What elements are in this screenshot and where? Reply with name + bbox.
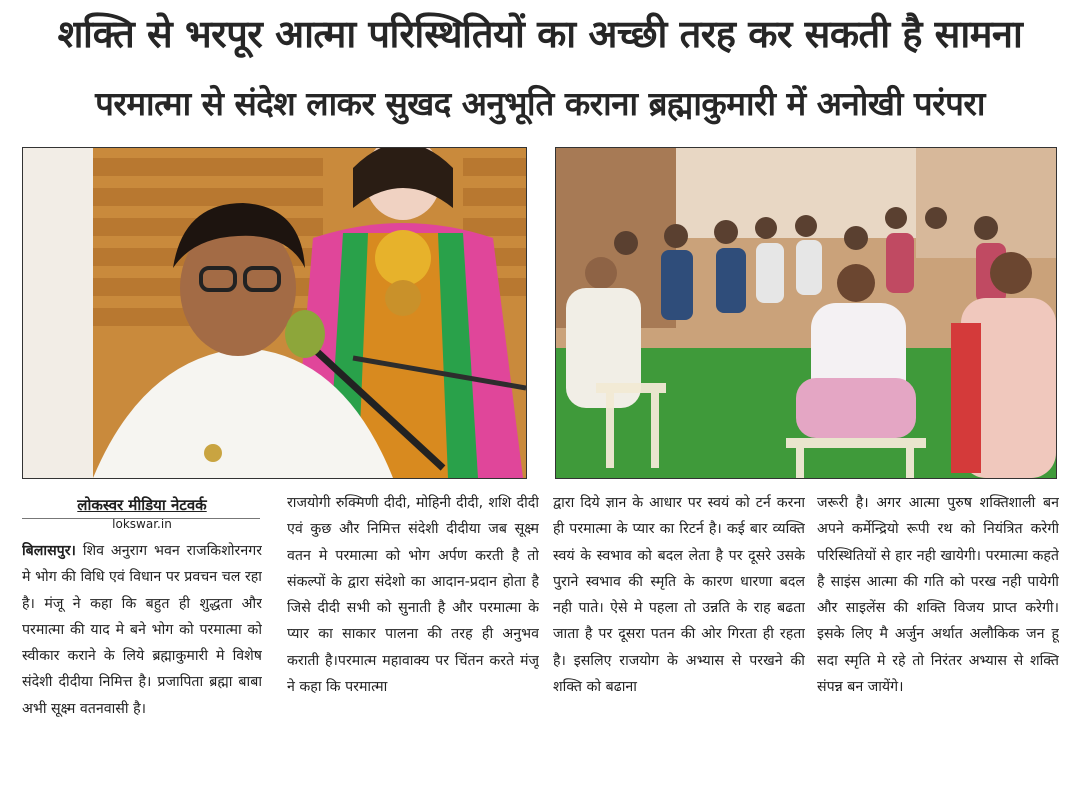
byline-agency: लोकस्वर मीडिया नेटवर्क [77,496,207,514]
main-headline: शक्ति से भरपूर आत्मा परिस्थितियों का अच्छी तरह कर सकती है सामना [57,12,1023,56]
article-column-4 [817,490,1059,700]
speaker-photo [22,147,527,479]
byline-site: lokswar.in [112,517,172,531]
article-text-1: शिव अनुराग भवन राजकिशोरनगर मे भोग की विधि एवं विधान पर प्रवचन चल रहा है। मंजू ने कहा कि बहुत ही शुद्धता और परमात्मा की याद मे बने भोग को परमात्मा को स्वीकार कराने के लिये ब्रह्माकुमारी मे विशेष संदेशी दीदीया निमित्त है। प्रजापिता ब्रह्मा बाबा अभी सूक्ष्म वतनवासी है। [22,543,262,717]
article-text-3: द्वारा दिये ज्ञान के आधार पर स्वयं को टर्न करना ही परमात्मा के प्यार का रिटर्न है। कई बार व्यक्ति स्वयं के स्वभाव को बदल लेता है पर दूसरे उसके पुराने स्वभाव की स्मृति के कारण धारणा बदल नही पाते। ऐसे मे पहला तो उन्नति के राह बढता जाता है पर दूसरा पतन की ओर गिरता ही रहता है। इसलिए राजयोग के अभ्यास से परखने की शक्ति को बढाना [553,495,805,696]
article-column-3 [553,490,805,700]
article-text-4: जरूरी है। अगर आत्मा पुरुष शक्तिशाली बन अपने कर्मेन्द्रियो रूपी रथ को नियंत्रित करेगी परिस्थितियों से हार नही खायेगी। परमात्मा कहते है साइंस आत्मा की गति को परख नही पायेगी और साइलेंस की शक्ति विजय प्राप्त करेगी। इसके लिए मै अर्जुन अर्थात अलौकिक जन हू सदा स्मृति मे रहे तो निरंतर अभ्यास से शक्ति संपन्न बन जायेंगे। [817,495,1059,696]
article-column-1 [22,490,262,722]
sub-headline: परमात्मा से संदेश लाकर सुखद अनुभूति कराना ब्रह्माकुमारी में अनोखी परंपरा [95,84,985,123]
article-text-2: राजयोगी रुक्मिणी दीदी, मोहिनी दीदी, शशि दीदी एवं कुछ और निमित्त संदेशी दीदीया जब सूक्ष्म वतन मे परमात्मा को भोग अर्पण करती है तो संकल्पों के द्वारा संदेशो का आदान-प्रदान होता है जिसे दीदी सभी को सुनाती है और परमात्मा के प्यार का साकार पालना की तरह ही अनुभव कराती है।परमात्म महावाक्य पर चिंतन करते मंजू ने कहा कि परमात्मा [287,495,539,696]
audience-photo [555,147,1057,479]
article-column-2 [287,490,539,700]
dateline: बिलासपुर। [22,543,76,559]
byline-divider [22,518,260,519]
